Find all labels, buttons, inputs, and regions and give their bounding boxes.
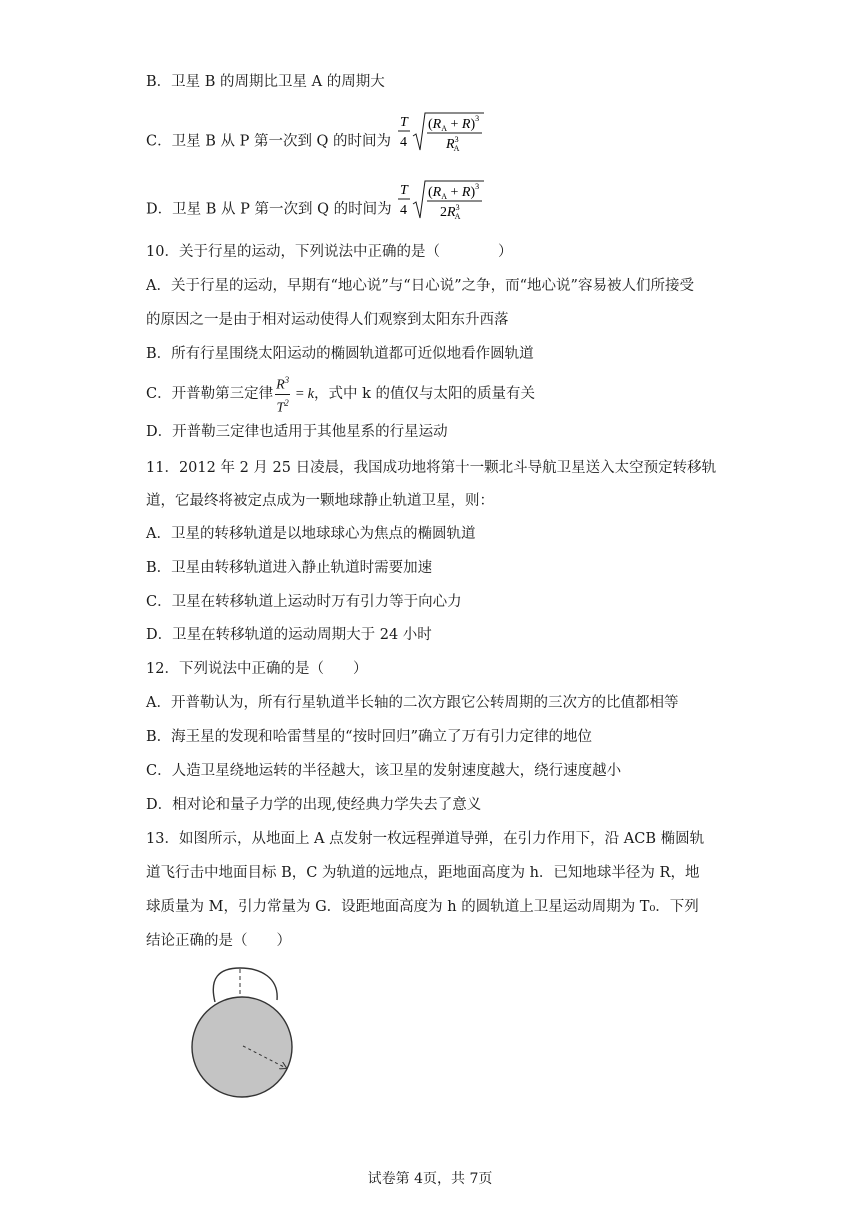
q12-option-c: C．人造卫星绕地运转的半径越大，该卫星的发射速度越大，绕行速度越小 (146, 763, 622, 779)
q9d-text: D．卫星 B 从 P 第一次到 Q 的时间为 (146, 201, 392, 218)
q10-option-b: B．所有行星围绕太阳运动的椭圆轨道都可近似地看作圆轨道 (146, 346, 534, 362)
q12-stem: 12．下列说法中正确的是（ ） (146, 661, 368, 677)
q11-stem-line1: 11．2012 年 2 月 25 日凌晨，我国成功地将第十一颗北斗导航卫星送入太空预定转移轨 (146, 460, 717, 476)
q10c-text: C．开普勒第三定律 (146, 386, 274, 403)
q11-option-a: A．卫星的转移轨道是以地球球心为焦点的椭圆轨道 (146, 526, 476, 542)
svg-text:(RA + R)3: $(R_A + R)^3$ (428, 182, 480, 201)
q9c-formula (396, 110, 486, 173)
page-footer: 试卷第 4页，共 7页 (367, 1171, 493, 1187)
q13-stem-line3: 球质量为 M，引力常量为 G．设距地面高度为 h 的圆轨道上卫星运动周期为 T₀．下列 (146, 899, 699, 915)
q9c-T: T (399, 115, 408, 130)
kepler-rhs: = k (292, 386, 315, 403)
q13-stem-line1: 13．如图所示，从地面上 A 点发射一枚远程弹道导弹，在引力作用下，沿 ACB 椭圆轨 (146, 831, 705, 847)
q11-option-d: D．卫星在转移轨道的运动周期大于 24 小时 (146, 627, 432, 643)
q9d-formula-svg (396, 178, 486, 222)
q9c-text: C．卫星 B 从 P 第一次到 Q 的时间为 (146, 133, 392, 150)
q9c-formula-svg (396, 110, 486, 154)
q11-stem-line2: 道，它最终将被定点成为一颗地球静止轨道卫星，则： (146, 493, 494, 509)
earth-orbit-figure (185, 960, 305, 1110)
q9-option-d (146, 178, 486, 224)
svg-text:R3A: $R^3$ A (445, 135, 460, 153)
q12-option-a: A．开普勒认为，所有行星轨道半长轴的二次方跟它公转周期的三次方的比值都相等 (146, 695, 679, 711)
q10-stem: 10．关于行星的运动，下列说法中正确的是（ ） (146, 244, 513, 260)
q13-stem-line4: 结论正确的是（ ） (146, 933, 291, 949)
kepler-fraction: $\frac{R^3}{T^2}$ (275, 372, 290, 416)
q12-option-b: B．海王星的发现和哈雷彗星的“按时回归”确立了万有引力定律的地位 (146, 729, 592, 745)
q11-option-b: B．卫星由转移轨道进入静止轨道时需要加速 (146, 560, 433, 576)
q10-option-a-line2: 的原因之一是由于相对运动使得人们观察到太阳东升西落 (146, 312, 509, 328)
svg-text:2R3A: $2R^3$ A (440, 203, 461, 221)
q10-option-c (146, 372, 536, 416)
q13-stem-line2: 道飞行击中地面目标 B，C 为轨道的远地点，距地面高度为 h．已知地球半径为 R，地 (146, 865, 700, 881)
earth-circle (192, 997, 292, 1097)
q9-option-b: B．卫星 B 的周期比卫星 A 的周期大 (146, 74, 385, 90)
q12-option-d: D．相对论和量子力学的出现,使经典力学失去了意义 (146, 797, 482, 813)
q9d-4: 4 (400, 203, 408, 218)
q9c-4: 4 (399, 135, 407, 150)
q9-option-c (146, 110, 486, 156)
q10-option-d: D．开普勒三定律也适用于其他星系的行星运动 (146, 424, 448, 440)
q10c-suffix: ，式中 k 的值仅与太阳的质量有关 (314, 386, 536, 403)
q10-option-a-line1: A．关于行星的运动，早期有“地心说”与“日心说”之争，而“地心说”容易被人们所接受 (146, 278, 694, 294)
q9d-formula (396, 178, 486, 241)
q9d-T: T (400, 183, 408, 198)
svg-text:(RA + R)3: $(R_A + R)^3$ (427, 114, 479, 133)
q11-option-c: C．卫星在转移轨道上运动时万有引力等于向心力 (146, 594, 462, 610)
